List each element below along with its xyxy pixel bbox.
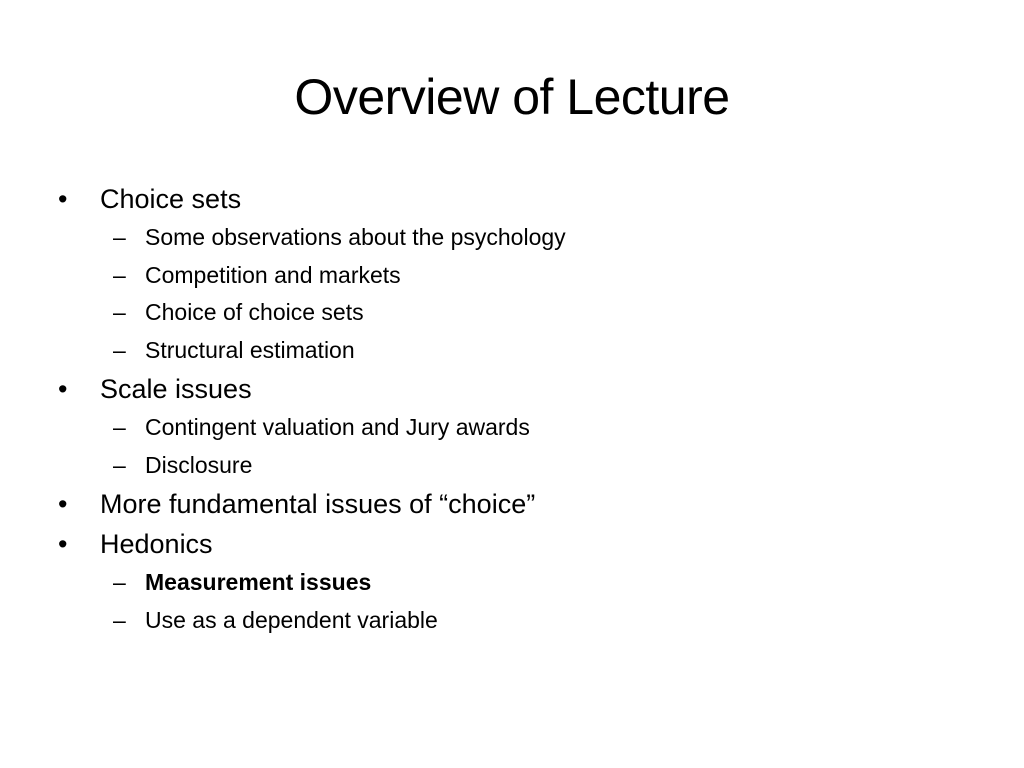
- sub-bullet-item: [0, 447, 1024, 485]
- bullet-item: [0, 369, 1024, 409]
- sub-bullet-text: Choice of choice sets: [145, 299, 364, 325]
- bullet-marker: •: [58, 184, 68, 214]
- sub-bullet-marker: –: [113, 299, 126, 325]
- sub-bullet-item: [0, 219, 1024, 257]
- sub-bullet-marker: –: [113, 606, 126, 633]
- bullet-item: [0, 179, 1024, 219]
- sub-bullet-item: [0, 257, 1024, 295]
- bullet-marker: •: [58, 489, 68, 519]
- sub-bullet-text: Structural estimation: [145, 336, 355, 363]
- bullet-item: [0, 484, 1024, 524]
- bullet-list: [0, 179, 1024, 639]
- sub-bullet-marker: –: [113, 261, 126, 288]
- bullet-marker: •: [58, 529, 68, 559]
- bullet-text: More fundamental issues of “choice”: [100, 489, 536, 519]
- sub-bullet-item: [0, 409, 1024, 447]
- sub-bullet-text: Some observations about the psychology: [145, 224, 566, 250]
- sub-bullet-item: [0, 564, 1024, 602]
- sub-bullet-item: [0, 602, 1024, 640]
- bullet-text: Choice sets: [100, 184, 242, 214]
- bullet-text: Hedonics: [100, 529, 213, 559]
- sub-bullet-marker: –: [113, 414, 126, 440]
- slide-title: Overview of Lecture: [294, 69, 730, 125]
- sub-bullet-text: Measurement issues: [145, 569, 372, 595]
- sub-bullet-item: [0, 332, 1024, 370]
- sub-bullet-marker: –: [113, 451, 126, 478]
- sub-bullet-text: Use as a dependent variable: [145, 606, 438, 633]
- sub-bullet-marker: –: [113, 569, 126, 595]
- sub-bullet-marker: –: [113, 336, 126, 363]
- sub-bullet-text: Contingent valuation and Jury awards: [145, 414, 530, 440]
- sub-bullet-text: Competition and markets: [145, 261, 401, 288]
- bullet-text: Scale issues: [100, 374, 252, 404]
- bullet-item: [0, 524, 1024, 564]
- sub-bullet-text: Disclosure: [145, 451, 253, 478]
- sub-bullet-marker: –: [113, 224, 126, 250]
- bullet-marker: •: [58, 374, 68, 404]
- sub-bullet-item: [0, 294, 1024, 332]
